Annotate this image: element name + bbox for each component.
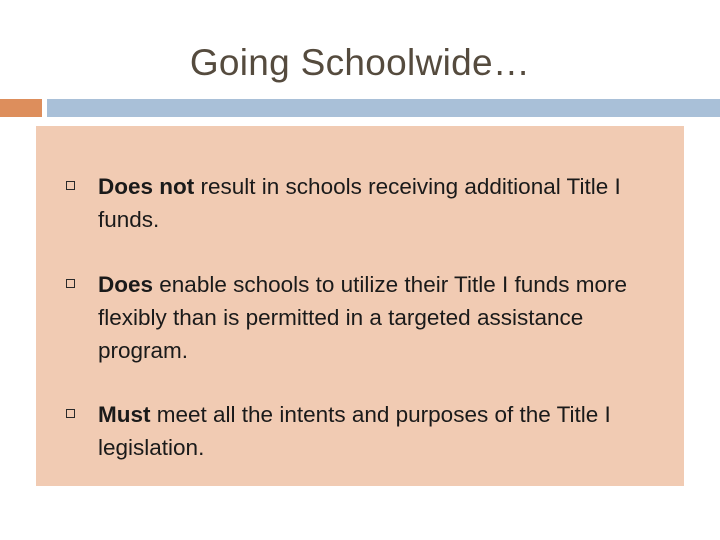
title-rule-accent-left [0, 99, 42, 117]
hollow-square-icon [66, 181, 75, 190]
bullet-body: result in schools receiving additional Title I funds. [98, 174, 621, 232]
slide-title: Going Schoolwide… [189, 42, 531, 83]
bullet-item [66, 268, 671, 367]
content-box [36, 126, 684, 486]
bullet-body: enable schools to utilize their Title I funds more flexibly than is permitted in a targeted assistance program. [98, 272, 628, 363]
bullet-text [98, 398, 671, 464]
hollow-square-icon [66, 279, 75, 288]
bullet-item [66, 170, 671, 236]
bullet-emphasis: Must [98, 402, 151, 427]
bullet-text [98, 170, 671, 236]
bullet-item [66, 398, 671, 464]
bullet-emphasis: Does not [98, 174, 195, 199]
bullet-body: meet all the intents and purposes of the Title I legislation. [98, 402, 611, 460]
title-rule-accent-right [47, 99, 720, 117]
bullet-text [98, 268, 671, 367]
hollow-square-icon [66, 409, 75, 418]
bullet-emphasis: Does [98, 272, 154, 297]
